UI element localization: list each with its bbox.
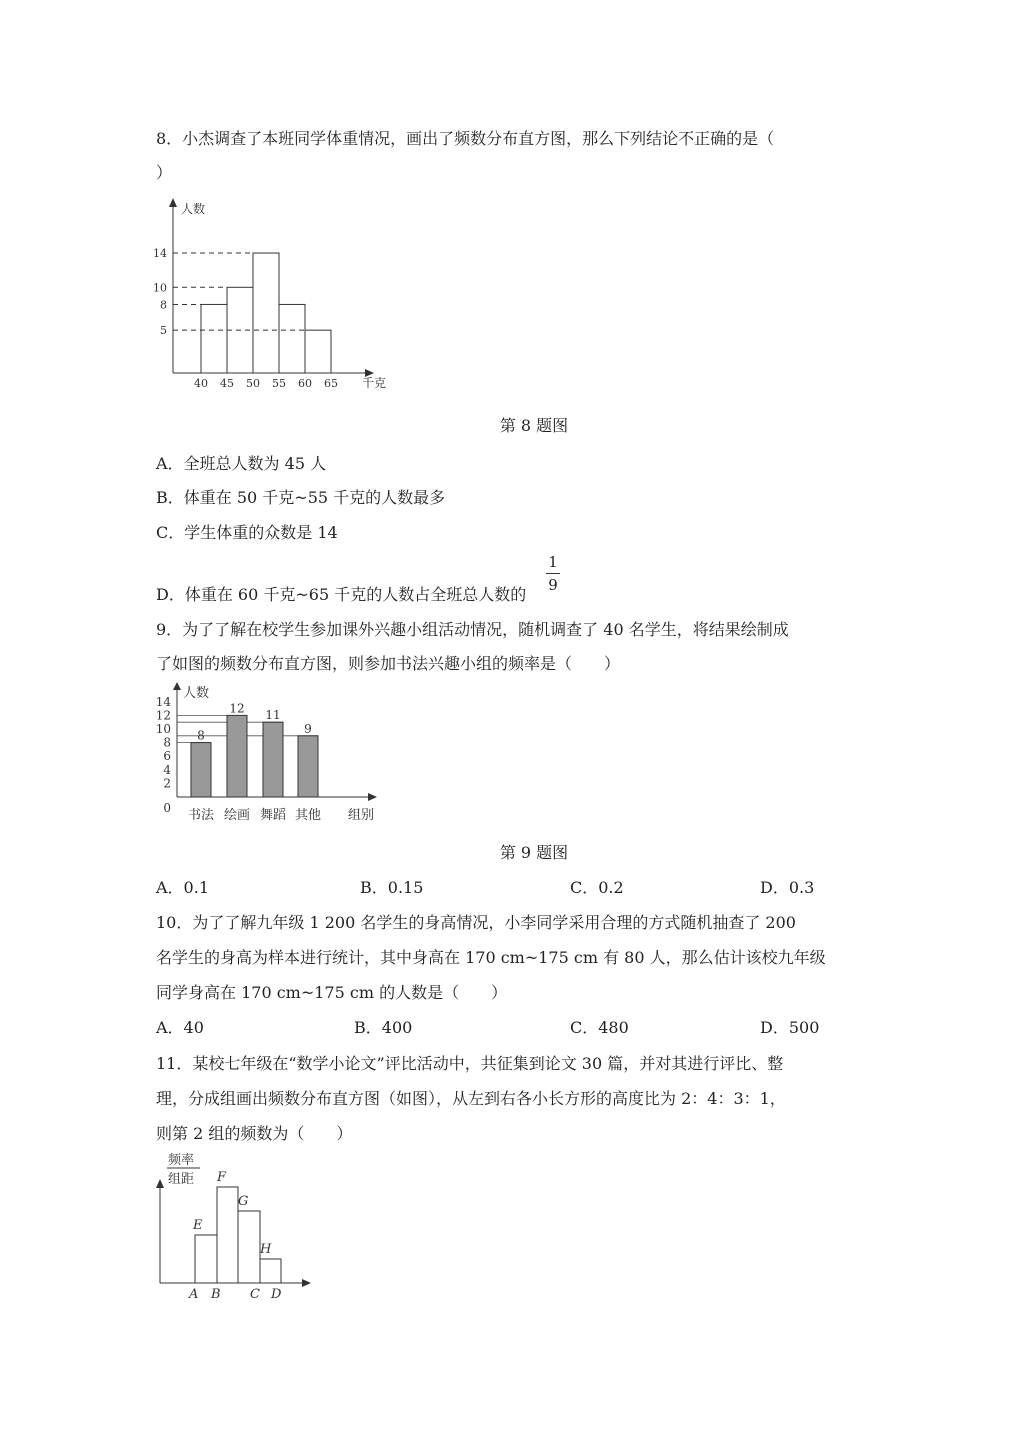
histogram-bar [253, 253, 279, 373]
q9-option-a: A．0.1 [156, 878, 210, 897]
q10-option-c: C．480 [570, 1018, 629, 1037]
data-label: 11 [265, 708, 281, 723]
x-tick-label: 55 [272, 377, 286, 390]
bar-point-label: E [193, 1218, 203, 1233]
bar [298, 736, 318, 797]
q11-stem-line1: 11．某校七年级在“数学小论文”评比活动中，共征集到论文 30 篇，并对其进行评比、整 [156, 1054, 784, 1073]
x-axis-arrow [302, 1279, 311, 1287]
q8-fraction [546, 553, 560, 594]
x-axis-label: 千克 [362, 376, 387, 390]
q10-stem-line3: 同学身高在 170 cm~175 cm 的人数是（ ） [156, 983, 508, 1002]
q8-caption: 第 8 题图 [499, 416, 569, 435]
histogram-bar [217, 1187, 238, 1283]
q9-stem-line2: 了如图的频数分布直方图，则参加书法兴趣小组的频率是（ ） [156, 654, 621, 673]
q9-option-c: C．0.2 [570, 878, 624, 897]
q11-stem-line3: 则第 2 组的频数为（ ） [156, 1124, 353, 1143]
q8-stem-line1: 8．小杰调查了本班同学体重情况，画出了频数分布直方图，那么下列结论不正确的是（ [156, 129, 775, 148]
q10-stem-line1: 10．为了了解九年级 1 200 名学生的身高情况，小李同学采用合理的方式随机抽查了 200 [156, 913, 796, 932]
y-tick-label: 10 [153, 281, 167, 295]
bar-point-label: G [238, 1194, 249, 1209]
q8-option-c: C．学生体重的众数是 14 [156, 523, 338, 542]
fraction-bar [546, 573, 560, 574]
y-tick-label: 4 [163, 762, 171, 777]
q8-stem-line2: ） [156, 163, 173, 182]
q9-bar-chart [150, 682, 400, 827]
y-tick-label: 14 [155, 694, 171, 709]
y-tick-label: 12 [155, 708, 171, 723]
q10-stem-line2: 名学生的身高为样本进行统计，其中身高在 170 cm~175 cm 有 80 人，那么估计该校九年级 [156, 948, 826, 967]
x-point-label: D [271, 1287, 282, 1302]
y-tick-label: 6 [163, 749, 171, 764]
y-axis-arrow [156, 1179, 164, 1188]
bar [263, 722, 283, 797]
bar-point-label: H [260, 1242, 272, 1257]
y-tick-label: 8 [163, 735, 171, 750]
category-label: 书法 [187, 808, 215, 823]
bar [191, 743, 211, 797]
data-label: 8 [197, 728, 205, 743]
y-tick-label: 8 [160, 298, 167, 312]
x-tick-label: 60 [298, 377, 312, 390]
x-axis-label: 组别 [348, 808, 375, 823]
x-tick-label: 65 [324, 377, 338, 390]
q8-option-a: A．全班总人数为 45 人 [156, 454, 327, 473]
y-axis-arrow [173, 682, 181, 690]
bar [227, 715, 247, 797]
q11-frequency-histogram [150, 1150, 320, 1305]
category-label: 其他 [294, 808, 322, 823]
q9-option-d: D．0.3 [760, 878, 815, 897]
q8-option-d: D．体重在 60 千克~65 千克的人数占全班总人数的 [156, 585, 527, 604]
histogram-bar [201, 304, 227, 373]
histogram-bar [195, 1235, 217, 1283]
q10-option-d: D．500 [760, 1018, 820, 1037]
y-axis-arrow [169, 198, 177, 207]
y-label-denominator: 组距 [168, 1172, 195, 1187]
histogram-bar [238, 1211, 260, 1283]
bar-point-label: F [217, 1170, 227, 1185]
y-axis-label: 人数 [183, 686, 210, 701]
x-tick-label: 45 [220, 377, 234, 390]
y-axis-label: 人数 [181, 202, 206, 216]
fraction-denominator: 9 [548, 576, 558, 594]
data-label: 12 [229, 701, 245, 716]
y-tick-label: 10 [155, 722, 171, 736]
y-tick-label: 0 [163, 801, 171, 815]
q9-stem-line1: 9．为了了解在校学生参加课外兴趣小组活动情况，随机调查了 40 名学生，将结果绘制成 [156, 620, 789, 639]
y-label-numerator: 频率 [168, 1153, 195, 1168]
histogram-bar [260, 1259, 281, 1283]
y-tick-label: 5 [160, 324, 167, 338]
q9-option-b: B．0.15 [360, 878, 424, 897]
x-axis-arrow [368, 793, 377, 801]
x-point-label: B [211, 1287, 221, 1302]
data-label: 9 [304, 721, 312, 736]
x-tick-label: 40 [194, 377, 208, 390]
x-point-label: A [189, 1287, 199, 1302]
histogram-bar [279, 304, 305, 373]
y-tick-label: 2 [163, 776, 171, 791]
q10-option-b: B．400 [354, 1018, 413, 1037]
category-label: 绘画 [223, 808, 251, 823]
q8-option-b: B．体重在 50 千克~55 千克的人数最多 [156, 488, 446, 507]
fraction-numerator: 1 [548, 553, 558, 571]
y-tick-label: 14 [153, 247, 167, 261]
histogram-bar [305, 330, 331, 373]
x-tick-label: 50 [246, 377, 260, 390]
q8-histogram [150, 195, 410, 400]
x-point-label: C [250, 1287, 260, 1302]
q10-option-a: A．40 [156, 1018, 204, 1037]
q11-stem-line2: 理，分成组画出频数分布直方图（如图），从左到右各小长方形的高度比为 2：4：3：1， [156, 1089, 786, 1108]
category-label: 舞蹈 [259, 808, 287, 823]
q9-caption: 第 9 题图 [499, 843, 569, 862]
